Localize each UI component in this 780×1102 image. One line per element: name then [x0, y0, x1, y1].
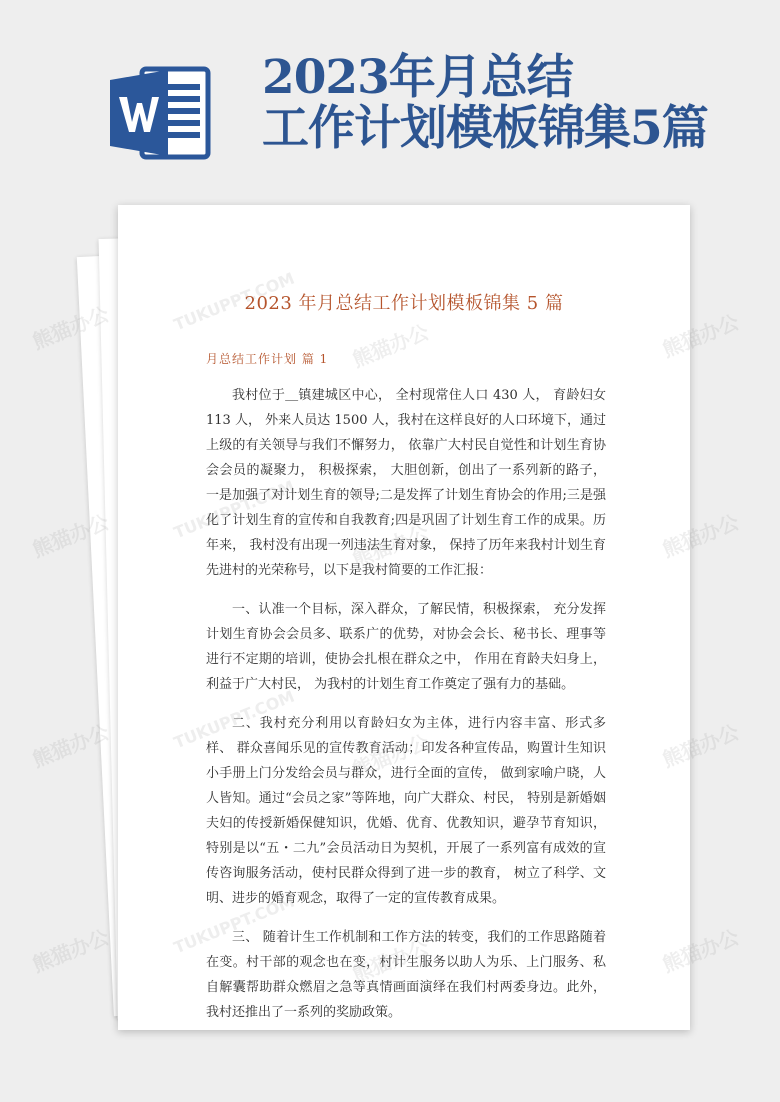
watermark: 熊猫办公 [28, 301, 113, 355]
watermark: 熊猫办公 [658, 309, 743, 363]
document-page [118, 205, 690, 1030]
paragraph: 一、认准一个目标，深入群众，了解民情，积极探索， 充分发挥计划生育协会会员多、联系广的优势，对协会会长、秘书长、理事等进行不定期的培训，使协会扎根在群众之中， 作用在育龄夫妇身上， 利益于广大村民， 为我村的计划生育工作奠定了强有力的基础。 [206, 602, 606, 692]
banner-title [262, 52, 708, 154]
paragraph: 我村位于＿镇建城区中心， 全村现常住人口 430 人， 育龄妇女 113 人， 外来人员达 1500 人，我村在这样良好的人口环境下，通过上级的有关领导与我们不懈努力， 依靠广大村民自觉性和计划生育协会会员的凝聚力， 积极探索， 大胆创新，创出了一系列新的路子， 一是加强了对计划生育的领导;二是发挥了计划生育协会的作用;三是强化了计划生育的宣传和自我教育;四是巩固了计划生育工作的成果。历年来， 我村没有出现一列违法生育对象， 保持了历年来我村计划生育先进村的光荣称号，以下是我村简要的工作汇报： [206, 388, 606, 578]
document-body [206, 383, 606, 1039]
document-title: 2023 年月总结工作计划模板锦集 5 篇 [244, 293, 564, 314]
word-logo-icon [108, 66, 212, 160]
watermark: 熊猫办公 [28, 509, 113, 563]
paragraph: 二、我村充分利用以育龄妇女为主体，进行内容丰富、形式多样、 群众喜闻乐见的宣传教育活动；印发各种宣传品，购置计生知识小手册上门分发给会员与群众，进行全面的宣传， 做到家喻户晓，人人皆知。通过“会员之家”等阵地，向广大群众、村民， 特别是新婚姻夫妇的传授新婚保健知识，优婚、优育、优教知识，避孕节育知识，特别是以“五・二九”会员活动日为契机，开展了一系列富有成效的宣传咨询服务活动，使村民群众得到了进一步的教育， 树立了科学、文明、进步的婚育观念，取得了一定的宣传教育成果。 [206, 716, 606, 906]
section-label: 月总结工作计划 篇 1 [206, 352, 329, 366]
watermark: 熊猫办公 [28, 924, 113, 978]
watermark: 熊猫办公 [658, 924, 743, 978]
watermark: 熊猫办公 [658, 719, 743, 773]
paragraph: 三、 随着计生工作机制和工作方法的转变，我们的工作思路随着在变。村干部的观念也在变，村计生服务以助人为乐、上门服务、私自解囊帮助群众燃眉之急等真情画面演绎在我们村两委身边。此外，我村还推出了一系列的奖励政策。 [206, 930, 606, 1020]
watermark: 熊猫办公 [28, 719, 113, 773]
watermark: 熊猫办公 [658, 509, 743, 563]
banner-title-line-2: 工作计划模板锦集5篇 [262, 101, 708, 156]
banner-title-line-1: 2023年月总结 [262, 50, 573, 105]
